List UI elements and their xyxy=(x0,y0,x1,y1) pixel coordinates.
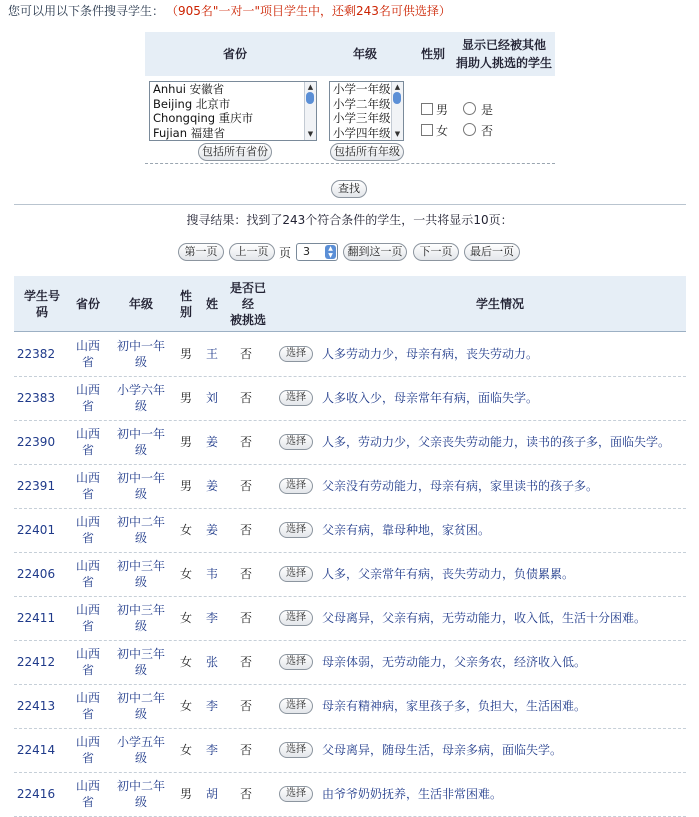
scroll-down-arrow-icon[interactable]: ▼ xyxy=(307,130,314,138)
filter-header-show-selected-line1: 显示已经被其他 xyxy=(461,38,546,52)
student-selected-status: 否 xyxy=(239,699,252,713)
student-grade xyxy=(112,508,170,552)
gender-male-label: 男 xyxy=(436,103,449,117)
student-province xyxy=(70,376,106,420)
province-scrollbar[interactable] xyxy=(304,82,316,140)
province-line1: 山西 xyxy=(75,735,100,749)
student-selected-status: 否 xyxy=(239,391,252,405)
gender-female-checkbox[interactable] xyxy=(421,124,433,136)
student-sex: 女 xyxy=(179,611,192,625)
show-selected-yes-radio[interactable] xyxy=(463,102,476,115)
filter-header-grade: 年级 xyxy=(352,47,377,61)
select-cell xyxy=(278,640,314,684)
student-surname: 姜 xyxy=(205,435,218,449)
select-student-button[interactable]: 选择 xyxy=(279,434,313,450)
filter-header xyxy=(145,32,555,76)
select-cell xyxy=(278,508,314,552)
gender-female-label: 女 xyxy=(436,124,449,138)
select-student-button[interactable]: 选择 xyxy=(279,390,313,406)
select-cell xyxy=(278,464,314,508)
show-selected-no-label: 否 xyxy=(481,124,494,138)
student-grade xyxy=(112,728,170,772)
grade-line2: 级 xyxy=(134,487,147,501)
table-row xyxy=(14,552,686,597)
student-surname: 李 xyxy=(205,743,218,757)
student-selected-status: 否 xyxy=(239,787,252,801)
province-line1: 山西 xyxy=(75,515,100,529)
province-line2: 省 xyxy=(81,619,94,633)
go-to-page-button[interactable]: 翻到这一页 xyxy=(343,243,407,261)
grade-line1: 初中二年 xyxy=(116,779,165,793)
student-surname: 王 xyxy=(205,347,218,361)
province-line1: 山西 xyxy=(75,779,100,793)
grade-listbox[interactable] xyxy=(329,81,404,141)
page-select-value: 3 xyxy=(303,245,310,258)
grade-line1: 小学六年 xyxy=(116,383,165,397)
student-grade xyxy=(112,684,170,728)
student-sex: 男 xyxy=(179,435,192,449)
select-student-button[interactable]: 选择 xyxy=(279,566,313,582)
select-student-button[interactable]: 选择 xyxy=(279,742,313,758)
province-line2: 省 xyxy=(81,487,94,501)
student-situation: 母亲有精神病，家里孩子多，负担大，生活困难。 xyxy=(322,699,587,713)
table-row xyxy=(14,728,686,773)
student-sex: 女 xyxy=(179,655,192,669)
table-row xyxy=(14,772,686,817)
student-id: 22406 xyxy=(16,567,56,581)
table-row xyxy=(14,640,686,685)
student-situation: 人多，父亲常年有病，丧失劳动力，负债累累。 xyxy=(322,567,575,581)
grade-line1: 初中二年 xyxy=(116,515,165,529)
student-grade xyxy=(112,376,170,420)
table-row xyxy=(14,332,686,377)
student-id: 22401 xyxy=(16,523,56,537)
student-selected-status: 否 xyxy=(239,743,252,757)
grade-line2: 级 xyxy=(134,795,147,809)
student-selected-status: 否 xyxy=(239,523,252,537)
student-surname: 李 xyxy=(205,611,218,625)
student-id: 22413 xyxy=(16,699,56,713)
grade-line2: 级 xyxy=(134,707,147,721)
student-province xyxy=(70,508,106,552)
student-situation: 母亲体弱，无劳动能力，父亲务农，经济收入低。 xyxy=(322,655,587,669)
student-province xyxy=(70,332,106,376)
select-student-button[interactable]: 选择 xyxy=(279,698,313,714)
col-header-student-info: 学生情况 xyxy=(475,296,524,311)
include-all-provinces-button[interactable]: 包括所有省份 xyxy=(198,143,272,161)
section-divider xyxy=(14,204,686,205)
grade-line2: 级 xyxy=(134,663,147,677)
grade-line1: 小学五年 xyxy=(116,735,165,749)
filter-header-show-selected-line2: 捐助人挑选的学生 xyxy=(455,56,552,70)
filter-header-province: 省份 xyxy=(222,47,247,61)
student-selected-status: 否 xyxy=(239,655,252,669)
student-sex: 男 xyxy=(179,391,192,405)
student-sex: 女 xyxy=(179,523,192,537)
grade-line1: 初中三年 xyxy=(116,559,165,573)
grade-scrollbar[interactable] xyxy=(391,82,403,140)
student-surname: 胡 xyxy=(205,787,218,801)
table-row xyxy=(14,376,686,421)
province-line2: 省 xyxy=(81,531,94,545)
search-intro xyxy=(8,2,451,19)
student-province xyxy=(70,552,106,596)
table-row xyxy=(14,420,686,465)
student-province xyxy=(70,464,106,508)
student-province xyxy=(70,684,106,728)
scroll-thumb[interactable] xyxy=(393,92,401,104)
grade-line2: 级 xyxy=(134,751,147,765)
student-grade xyxy=(112,640,170,684)
student-surname: 姜 xyxy=(205,479,218,493)
select-cell xyxy=(278,596,314,640)
col-header-sex-line1: 性 xyxy=(179,288,192,303)
select-student-button[interactable]: 选择 xyxy=(279,346,313,362)
province-line2: 省 xyxy=(81,795,94,809)
select-cell xyxy=(278,376,314,420)
province-option[interactable]: Anhui 安徽省 xyxy=(153,82,225,96)
col-header-student-id xyxy=(14,276,70,331)
student-surname: 张 xyxy=(205,655,218,669)
select-cell xyxy=(278,332,314,376)
grade-option[interactable]: 小学二年级 xyxy=(333,96,391,111)
student-situation: 父母离异，父亲有病，无劳动能力，收入低，生活十分困难。 xyxy=(322,611,647,625)
province-line1: 山西 xyxy=(75,383,100,397)
grade-line1: 初中二年 xyxy=(116,691,165,705)
select-student-button[interactable]: 选择 xyxy=(279,478,313,494)
select-cell xyxy=(278,728,314,772)
grade-line2: 级 xyxy=(134,443,147,457)
col-header-sex-line2: 别 xyxy=(179,304,192,319)
table-row xyxy=(14,464,686,509)
select-student-button[interactable]: 选择 xyxy=(279,786,313,802)
student-surname: 韦 xyxy=(205,567,218,581)
select-cell xyxy=(278,420,314,464)
province-option[interactable]: Chongqing 重庆市 xyxy=(153,111,254,125)
student-sex: 女 xyxy=(179,743,192,757)
province-line1: 山西 xyxy=(75,339,100,353)
student-id: 22411 xyxy=(16,611,56,625)
student-grade xyxy=(112,772,170,816)
table-row xyxy=(14,596,686,641)
student-situation: 人多劳动力少，母亲有病，丧失劳动力。 xyxy=(322,347,539,361)
table-row xyxy=(14,684,686,729)
student-id: 22416 xyxy=(16,787,56,801)
student-grade xyxy=(112,420,170,464)
results-summary: 搜寻结果：找到了243个符合条件的学生，一共将显示10页： xyxy=(186,213,513,227)
col-header-selected-line2: 经 xyxy=(241,296,254,311)
province-line2: 省 xyxy=(81,575,94,589)
gender-male-checkbox[interactable] xyxy=(421,103,433,115)
province-line1: 山西 xyxy=(75,471,100,485)
student-province xyxy=(70,420,106,464)
page-select-stepper-icon[interactable]: ▲ ▼ xyxy=(325,245,336,259)
scroll-up-arrow-icon[interactable]: ▲ xyxy=(307,83,314,91)
search-button[interactable]: 查找 xyxy=(331,180,367,198)
student-id: 22414 xyxy=(16,743,56,757)
student-situation: 父亲没有劳动能力，母亲有病，家里读书的孩子多。 xyxy=(322,479,599,493)
province-line2: 省 xyxy=(81,707,94,721)
province-option[interactable]: Fujian 福建省 xyxy=(153,125,226,140)
student-province xyxy=(70,640,106,684)
grade-line1: 初中一年 xyxy=(116,427,165,441)
grade-option[interactable]: 小学三年级 xyxy=(333,111,391,125)
student-sex: 男 xyxy=(179,787,192,801)
grade-option[interactable]: 小学一年级 xyxy=(333,82,391,96)
show-selected-no-radio[interactable] xyxy=(463,123,476,136)
select-cell xyxy=(278,552,314,596)
filter-divider xyxy=(145,163,555,164)
select-student-button[interactable]: 选择 xyxy=(279,610,313,626)
student-province xyxy=(70,596,106,640)
province-line1: 山西 xyxy=(75,559,100,573)
page-label: 页 xyxy=(279,246,292,260)
prev-page-button[interactable]: 上一页 xyxy=(229,243,275,261)
student-grade xyxy=(112,464,170,508)
grade-line1: 初中一年 xyxy=(116,471,165,485)
filter-header-show-selected xyxy=(453,32,555,76)
province-line2: 省 xyxy=(81,663,94,677)
student-selected-status: 否 xyxy=(239,611,252,625)
student-selected-status: 否 xyxy=(239,567,252,581)
student-situation: 父亲有病，靠母种地，家贫困。 xyxy=(322,523,491,537)
col-header-selected xyxy=(226,276,270,331)
student-sex: 女 xyxy=(179,567,192,581)
province-listbox[interactable] xyxy=(149,81,317,141)
next-page-button[interactable]: 下一页 xyxy=(413,243,459,261)
student-situation: 父母离异，随母生活，母亲多病，面临失学。 xyxy=(322,743,563,757)
student-surname: 李 xyxy=(205,699,218,713)
student-selected-status: 否 xyxy=(239,347,252,361)
col-header-student-id-line2: 码 xyxy=(35,304,48,319)
grade-line1: 初中一年 xyxy=(116,339,165,353)
student-grade xyxy=(112,332,170,376)
student-surname: 刘 xyxy=(205,391,218,405)
province-line1: 山西 xyxy=(75,691,100,705)
student-id: 22412 xyxy=(16,655,56,669)
student-id: 22382 xyxy=(16,347,56,361)
grade-line2: 级 xyxy=(134,355,147,369)
student-situation: 人多收入少，母亲常年有病，面临失学。 xyxy=(322,391,539,405)
table-row xyxy=(14,508,686,553)
scroll-up-arrow-icon[interactable]: ▲ xyxy=(394,83,401,91)
select-cell xyxy=(278,684,314,728)
select-student-button[interactable]: 选择 xyxy=(279,522,313,538)
student-sex: 女 xyxy=(179,699,192,713)
select-student-button[interactable]: 选择 xyxy=(279,654,313,670)
student-selected-status: 否 xyxy=(239,435,252,449)
include-all-grades-button[interactable]: 包括所有年级 xyxy=(330,143,404,161)
student-selected-status: 否 xyxy=(239,479,252,493)
first-page-button[interactable]: 第一页 xyxy=(178,243,224,261)
student-sex: 男 xyxy=(179,479,192,493)
grade-line2: 级 xyxy=(134,575,147,589)
show-selected-yes-label: 是 xyxy=(481,103,494,117)
last-page-button[interactable]: 最后一页 xyxy=(464,243,520,261)
col-header-student-id-line1: 学生号 xyxy=(23,288,60,303)
student-situation: 由爷爷奶奶抚养，生活非常困难。 xyxy=(322,787,503,801)
student-grade xyxy=(112,596,170,640)
filter-header-gender: 性别 xyxy=(420,47,445,61)
page-select[interactable] xyxy=(296,243,338,261)
grade-line1: 初中三年 xyxy=(116,603,165,617)
province-line2: 省 xyxy=(81,443,94,457)
results-table-header xyxy=(14,276,686,332)
grade-line1: 初中三年 xyxy=(116,647,165,661)
student-id: 22383 xyxy=(16,391,56,405)
col-header-grade: 年级 xyxy=(128,296,153,311)
student-id: 22390 xyxy=(16,435,56,449)
student-province xyxy=(70,772,106,816)
scroll-thumb[interactable] xyxy=(306,92,314,104)
col-header-selected-line1: 是否已 xyxy=(229,280,266,295)
province-option[interactable]: Beijing 北京市 xyxy=(153,96,231,111)
col-header-name: 姓 xyxy=(205,296,218,311)
col-header-selected-line3: 被挑选 xyxy=(229,312,266,327)
grade-line2: 级 xyxy=(134,619,147,633)
province-line1: 山西 xyxy=(75,427,100,441)
student-province xyxy=(70,728,106,772)
province-line1: 山西 xyxy=(75,647,100,661)
student-situation: 人多，劳动力少，父亲丧失劳动能力，读书的孩子多，面临失学。 xyxy=(322,435,671,449)
province-line2: 省 xyxy=(81,355,94,369)
province-line2: 省 xyxy=(81,751,94,765)
grade-option[interactable]: 小学四年级 xyxy=(333,125,391,140)
search-intro-text: 您可以用以下条件搜寻学生： xyxy=(8,4,165,18)
student-grade xyxy=(112,552,170,596)
student-sex: 男 xyxy=(179,347,192,361)
grade-line2: 级 xyxy=(134,399,147,413)
student-id: 22391 xyxy=(16,479,56,493)
remaining-students-note: （905名"一对一"项目学生中，还剩243名可供选择） xyxy=(172,4,451,18)
col-header-province: 省份 xyxy=(75,296,100,311)
scroll-down-arrow-icon[interactable]: ▼ xyxy=(394,130,401,138)
province-line2: 省 xyxy=(81,399,94,413)
student-surname: 姜 xyxy=(205,523,218,537)
col-header-sex xyxy=(178,276,194,331)
province-line1: 山西 xyxy=(75,603,100,617)
grade-line2: 级 xyxy=(134,531,147,545)
select-cell xyxy=(278,772,314,816)
